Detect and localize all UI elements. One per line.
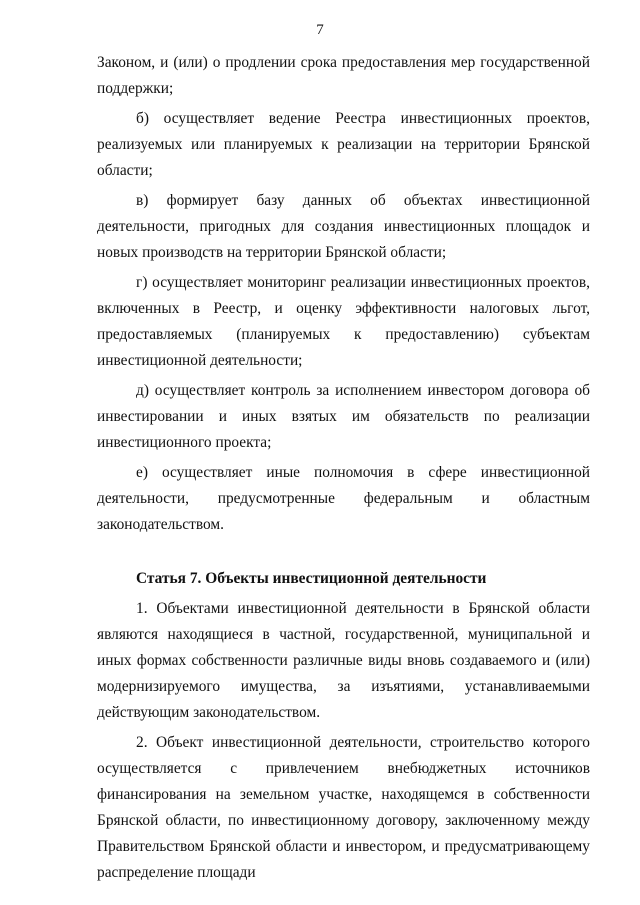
paragraph-item-g: г) осуществляет мониторинг реализации инвестиционных проектов, включенных в Реестр, и оценку эффективности налоговых льгот, предоставляемых (планируемых к предоставлению) субъектам инвестиционной деятельности;	[97, 274, 590, 369]
article-paragraph-2: 2. Объект инвестиционной деятельности, строительство которого осуществляется с привлечением внебюджетных источников финансирования на земельном участке, находящемся в собственности Брянской области, по инвестиционному договору, заключенному между Правительством Брянской области и инвестором, и предусматривающему распределение площади	[97, 734, 590, 881]
paragraph-item-d: д) осуществляет контроль за исполнением инвестором договора об инвестировании и иных взятых им обязательств по реализации инвестиционного проекта;	[97, 382, 590, 451]
page-number: 7	[316, 22, 324, 38]
document-body	[97, 50, 590, 886]
paragraph-continuation: Законом, и (или) о продлении срока предоставления мер государственной поддержки;	[97, 54, 590, 97]
article-paragraph-1: 1. Объектами инвестиционной деятельности в Брянской области являются находящиеся в частной, государственной, муниципальной и иных формах собственности различные виды вновь создаваемого и (или) модернизируемого имущества, за изъятиями, устанавливаемыми действующим законодательством.	[97, 600, 590, 721]
paragraph-item-b: б) осуществляет ведение Реестра инвестиционных проектов, реализуемых или планируемых к реализации на территории Брянской области;	[97, 110, 590, 179]
article-heading: Статья 7. Объекты инвестиционной деятельности	[136, 570, 487, 587]
paragraph-item-e: е) осуществляет иные полномочия в сфере инвестиционной деятельности, предусмотренные федеральным и областным законодательством.	[97, 464, 590, 533]
paragraph-item-v: в) формирует базу данных об объектах инвестиционной деятельности, пригодных для создания инвестиционных площадок и новых производств на территории Брянской области;	[97, 192, 590, 261]
